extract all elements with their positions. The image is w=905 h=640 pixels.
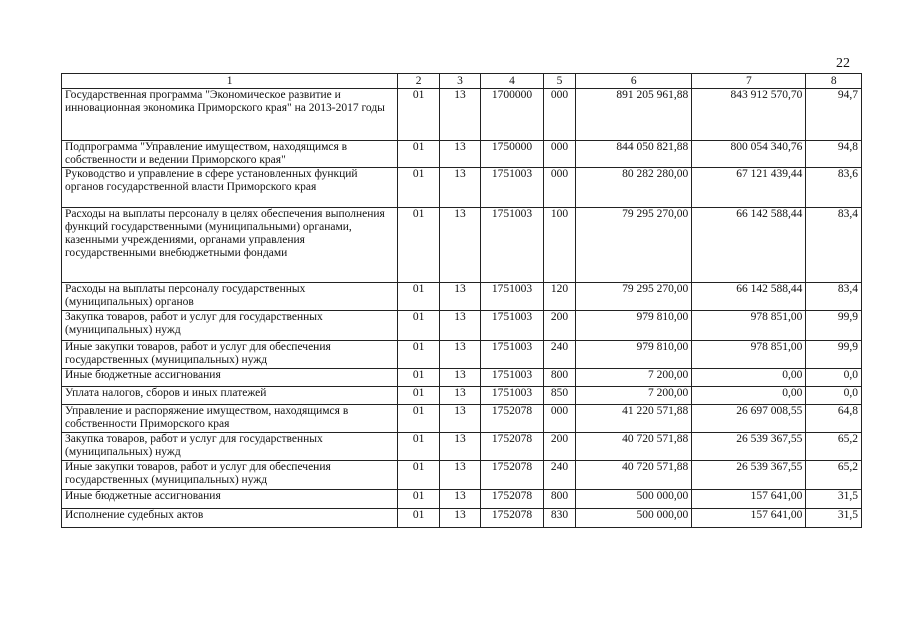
row-name-cell: Закупка товаров, работ и услуг для государственных (муниципальных) нужд: [62, 433, 398, 461]
subsection-code-cell: 13: [439, 369, 480, 387]
column-header: 2: [398, 74, 439, 89]
column-header: 6: [576, 74, 692, 89]
row-name-cell: Иные закупки товаров, работ и услуг для обеспечения государственных (муниципальных) нужд: [62, 341, 398, 369]
executed-amount-cell: 26 697 008,55: [692, 405, 806, 433]
section-code-cell: 01: [398, 89, 439, 141]
execution-percent-cell: 65,2: [806, 461, 862, 490]
subsection-code-cell: 13: [439, 461, 480, 490]
table-row: [62, 490, 862, 509]
budget-table: [61, 73, 862, 528]
section-code-cell: 01: [398, 369, 439, 387]
executed-amount-cell: 800 054 340,76: [692, 141, 806, 168]
execution-percent-cell: 94,7: [806, 89, 862, 141]
table-row: [62, 311, 862, 341]
page-number: 22: [836, 56, 850, 71]
execution-percent-cell: 64,8: [806, 405, 862, 433]
row-name-cell: Расходы на выплаты персоналу в целях обеспечения выполнения функций государственными (муниципальными) органами, казенными учреждениями, органами управления государственными внебюджетными фондами: [62, 208, 398, 283]
column-header: 1: [62, 74, 398, 89]
expense-type-cell: 200: [543, 311, 575, 341]
expense-type-cell: 240: [543, 341, 575, 369]
planned-amount-cell: 891 205 961,88: [576, 89, 692, 141]
executed-amount-cell: 157 641,00: [692, 509, 806, 528]
table-row: [62, 369, 862, 387]
table-header-row: [62, 74, 862, 89]
executed-amount-cell: 0,00: [692, 369, 806, 387]
subsection-code-cell: 13: [439, 341, 480, 369]
planned-amount-cell: 500 000,00: [576, 490, 692, 509]
section-code-cell: 01: [398, 283, 439, 311]
target-article-cell: 1751003: [481, 283, 544, 311]
section-code-cell: 01: [398, 141, 439, 168]
target-article-cell: 1750000: [481, 141, 544, 168]
planned-amount-cell: 80 282 280,00: [576, 168, 692, 208]
row-name-cell: Иные бюджетные ассигнования: [62, 369, 398, 387]
row-name-cell: Закупка товаров, работ и услуг для государственных (муниципальных) нужд: [62, 311, 398, 341]
subsection-code-cell: 13: [439, 89, 480, 141]
planned-amount-cell: 79 295 270,00: [576, 208, 692, 283]
expense-type-cell: 000: [543, 405, 575, 433]
table-row: [62, 387, 862, 405]
target-article-cell: 1751003: [481, 311, 544, 341]
target-article-cell: 1700000: [481, 89, 544, 141]
execution-percent-cell: 99,9: [806, 341, 862, 369]
subsection-code-cell: 13: [439, 283, 480, 311]
target-article-cell: 1751003: [481, 208, 544, 283]
row-name-cell: Государственная программа "Экономическое развитие и инновационная экономика Приморского края" на 2013-2017 годы: [62, 89, 398, 141]
planned-amount-cell: 7 200,00: [576, 387, 692, 405]
row-name-cell: Уплата налогов, сборов и иных платежей: [62, 387, 398, 405]
planned-amount-cell: 979 810,00: [576, 311, 692, 341]
execution-percent-cell: 31,5: [806, 509, 862, 528]
planned-amount-cell: 979 810,00: [576, 341, 692, 369]
execution-percent-cell: 65,2: [806, 433, 862, 461]
expense-type-cell: 120: [543, 283, 575, 311]
execution-percent-cell: 99,9: [806, 311, 862, 341]
planned-amount-cell: 79 295 270,00: [576, 283, 692, 311]
target-article-cell: 1752078: [481, 509, 544, 528]
table-row: [62, 208, 862, 283]
subsection-code-cell: 13: [439, 311, 480, 341]
column-header: 8: [806, 74, 862, 89]
section-code-cell: 01: [398, 490, 439, 509]
section-code-cell: 01: [398, 311, 439, 341]
expense-type-cell: 240: [543, 461, 575, 490]
table-row: [62, 461, 862, 490]
expense-type-cell: 000: [543, 89, 575, 141]
execution-percent-cell: 0,0: [806, 387, 862, 405]
row-name-cell: Расходы на выплаты персоналу государственных (муниципальных) органов: [62, 283, 398, 311]
section-code-cell: 01: [398, 433, 439, 461]
subsection-code-cell: 13: [439, 208, 480, 283]
execution-percent-cell: 0,0: [806, 369, 862, 387]
executed-amount-cell: 157 641,00: [692, 490, 806, 509]
section-code-cell: 01: [398, 341, 439, 369]
table-row: [62, 405, 862, 433]
executed-amount-cell: 66 142 588,44: [692, 208, 806, 283]
column-header: 7: [692, 74, 806, 89]
table-row: [62, 509, 862, 528]
expense-type-cell: 800: [543, 490, 575, 509]
executed-amount-cell: 843 912 570,70: [692, 89, 806, 141]
subsection-code-cell: 13: [439, 509, 480, 528]
expense-type-cell: 100: [543, 208, 575, 283]
planned-amount-cell: 40 720 571,88: [576, 433, 692, 461]
row-name-cell: Исполнение судебных актов: [62, 509, 398, 528]
target-article-cell: 1751003: [481, 341, 544, 369]
column-header: 4: [481, 74, 544, 89]
execution-percent-cell: 31,5: [806, 490, 862, 509]
table-row: [62, 433, 862, 461]
section-code-cell: 01: [398, 461, 439, 490]
expense-type-cell: 850: [543, 387, 575, 405]
section-code-cell: 01: [398, 509, 439, 528]
executed-amount-cell: 67 121 439,44: [692, 168, 806, 208]
table-row: [62, 141, 862, 168]
target-article-cell: 1751003: [481, 168, 544, 208]
subsection-code-cell: 13: [439, 387, 480, 405]
executed-amount-cell: 978 851,00: [692, 311, 806, 341]
column-header: 5: [543, 74, 575, 89]
target-article-cell: 1751003: [481, 369, 544, 387]
expense-type-cell: 800: [543, 369, 575, 387]
target-article-cell: 1752078: [481, 490, 544, 509]
execution-percent-cell: 94,8: [806, 141, 862, 168]
expense-type-cell: 830: [543, 509, 575, 528]
row-name-cell: Иные закупки товаров, работ и услуг для обеспечения государственных (муниципальных) нужд: [62, 461, 398, 490]
section-code-cell: 01: [398, 208, 439, 283]
table-row: [62, 283, 862, 311]
executed-amount-cell: 0,00: [692, 387, 806, 405]
subsection-code-cell: 13: [439, 433, 480, 461]
row-name-cell: Руководство и управление в сфере установленных функций органов государственной власти Приморского края: [62, 168, 398, 208]
column-header: 3: [439, 74, 480, 89]
subsection-code-cell: 13: [439, 490, 480, 509]
target-article-cell: 1752078: [481, 405, 544, 433]
executed-amount-cell: 26 539 367,55: [692, 433, 806, 461]
subsection-code-cell: 13: [439, 405, 480, 433]
planned-amount-cell: 41 220 571,88: [576, 405, 692, 433]
target-article-cell: 1752078: [481, 461, 544, 490]
executed-amount-cell: 978 851,00: [692, 341, 806, 369]
target-article-cell: 1752078: [481, 433, 544, 461]
planned-amount-cell: 844 050 821,88: [576, 141, 692, 168]
planned-amount-cell: 40 720 571,88: [576, 461, 692, 490]
execution-percent-cell: 83,4: [806, 208, 862, 283]
row-name-cell: Иные бюджетные ассигнования: [62, 490, 398, 509]
expense-type-cell: 000: [543, 141, 575, 168]
expense-type-cell: 200: [543, 433, 575, 461]
execution-percent-cell: 83,4: [806, 283, 862, 311]
row-name-cell: Управление и распоряжение имуществом, находящимся в собственности Приморского края: [62, 405, 398, 433]
row-name-cell: Подпрограмма "Управление имуществом, находящимся в собственности и ведении Приморского края": [62, 141, 398, 168]
execution-percent-cell: 83,6: [806, 168, 862, 208]
section-code-cell: 01: [398, 387, 439, 405]
expense-type-cell: 000: [543, 168, 575, 208]
planned-amount-cell: 500 000,00: [576, 509, 692, 528]
subsection-code-cell: 13: [439, 168, 480, 208]
planned-amount-cell: 7 200,00: [576, 369, 692, 387]
section-code-cell: 01: [398, 405, 439, 433]
table-row: [62, 168, 862, 208]
table-row: [62, 341, 862, 369]
executed-amount-cell: 66 142 588,44: [692, 283, 806, 311]
table-row: [62, 89, 862, 141]
section-code-cell: 01: [398, 168, 439, 208]
subsection-code-cell: 13: [439, 141, 480, 168]
target-article-cell: 1751003: [481, 387, 544, 405]
executed-amount-cell: 26 539 367,55: [692, 461, 806, 490]
